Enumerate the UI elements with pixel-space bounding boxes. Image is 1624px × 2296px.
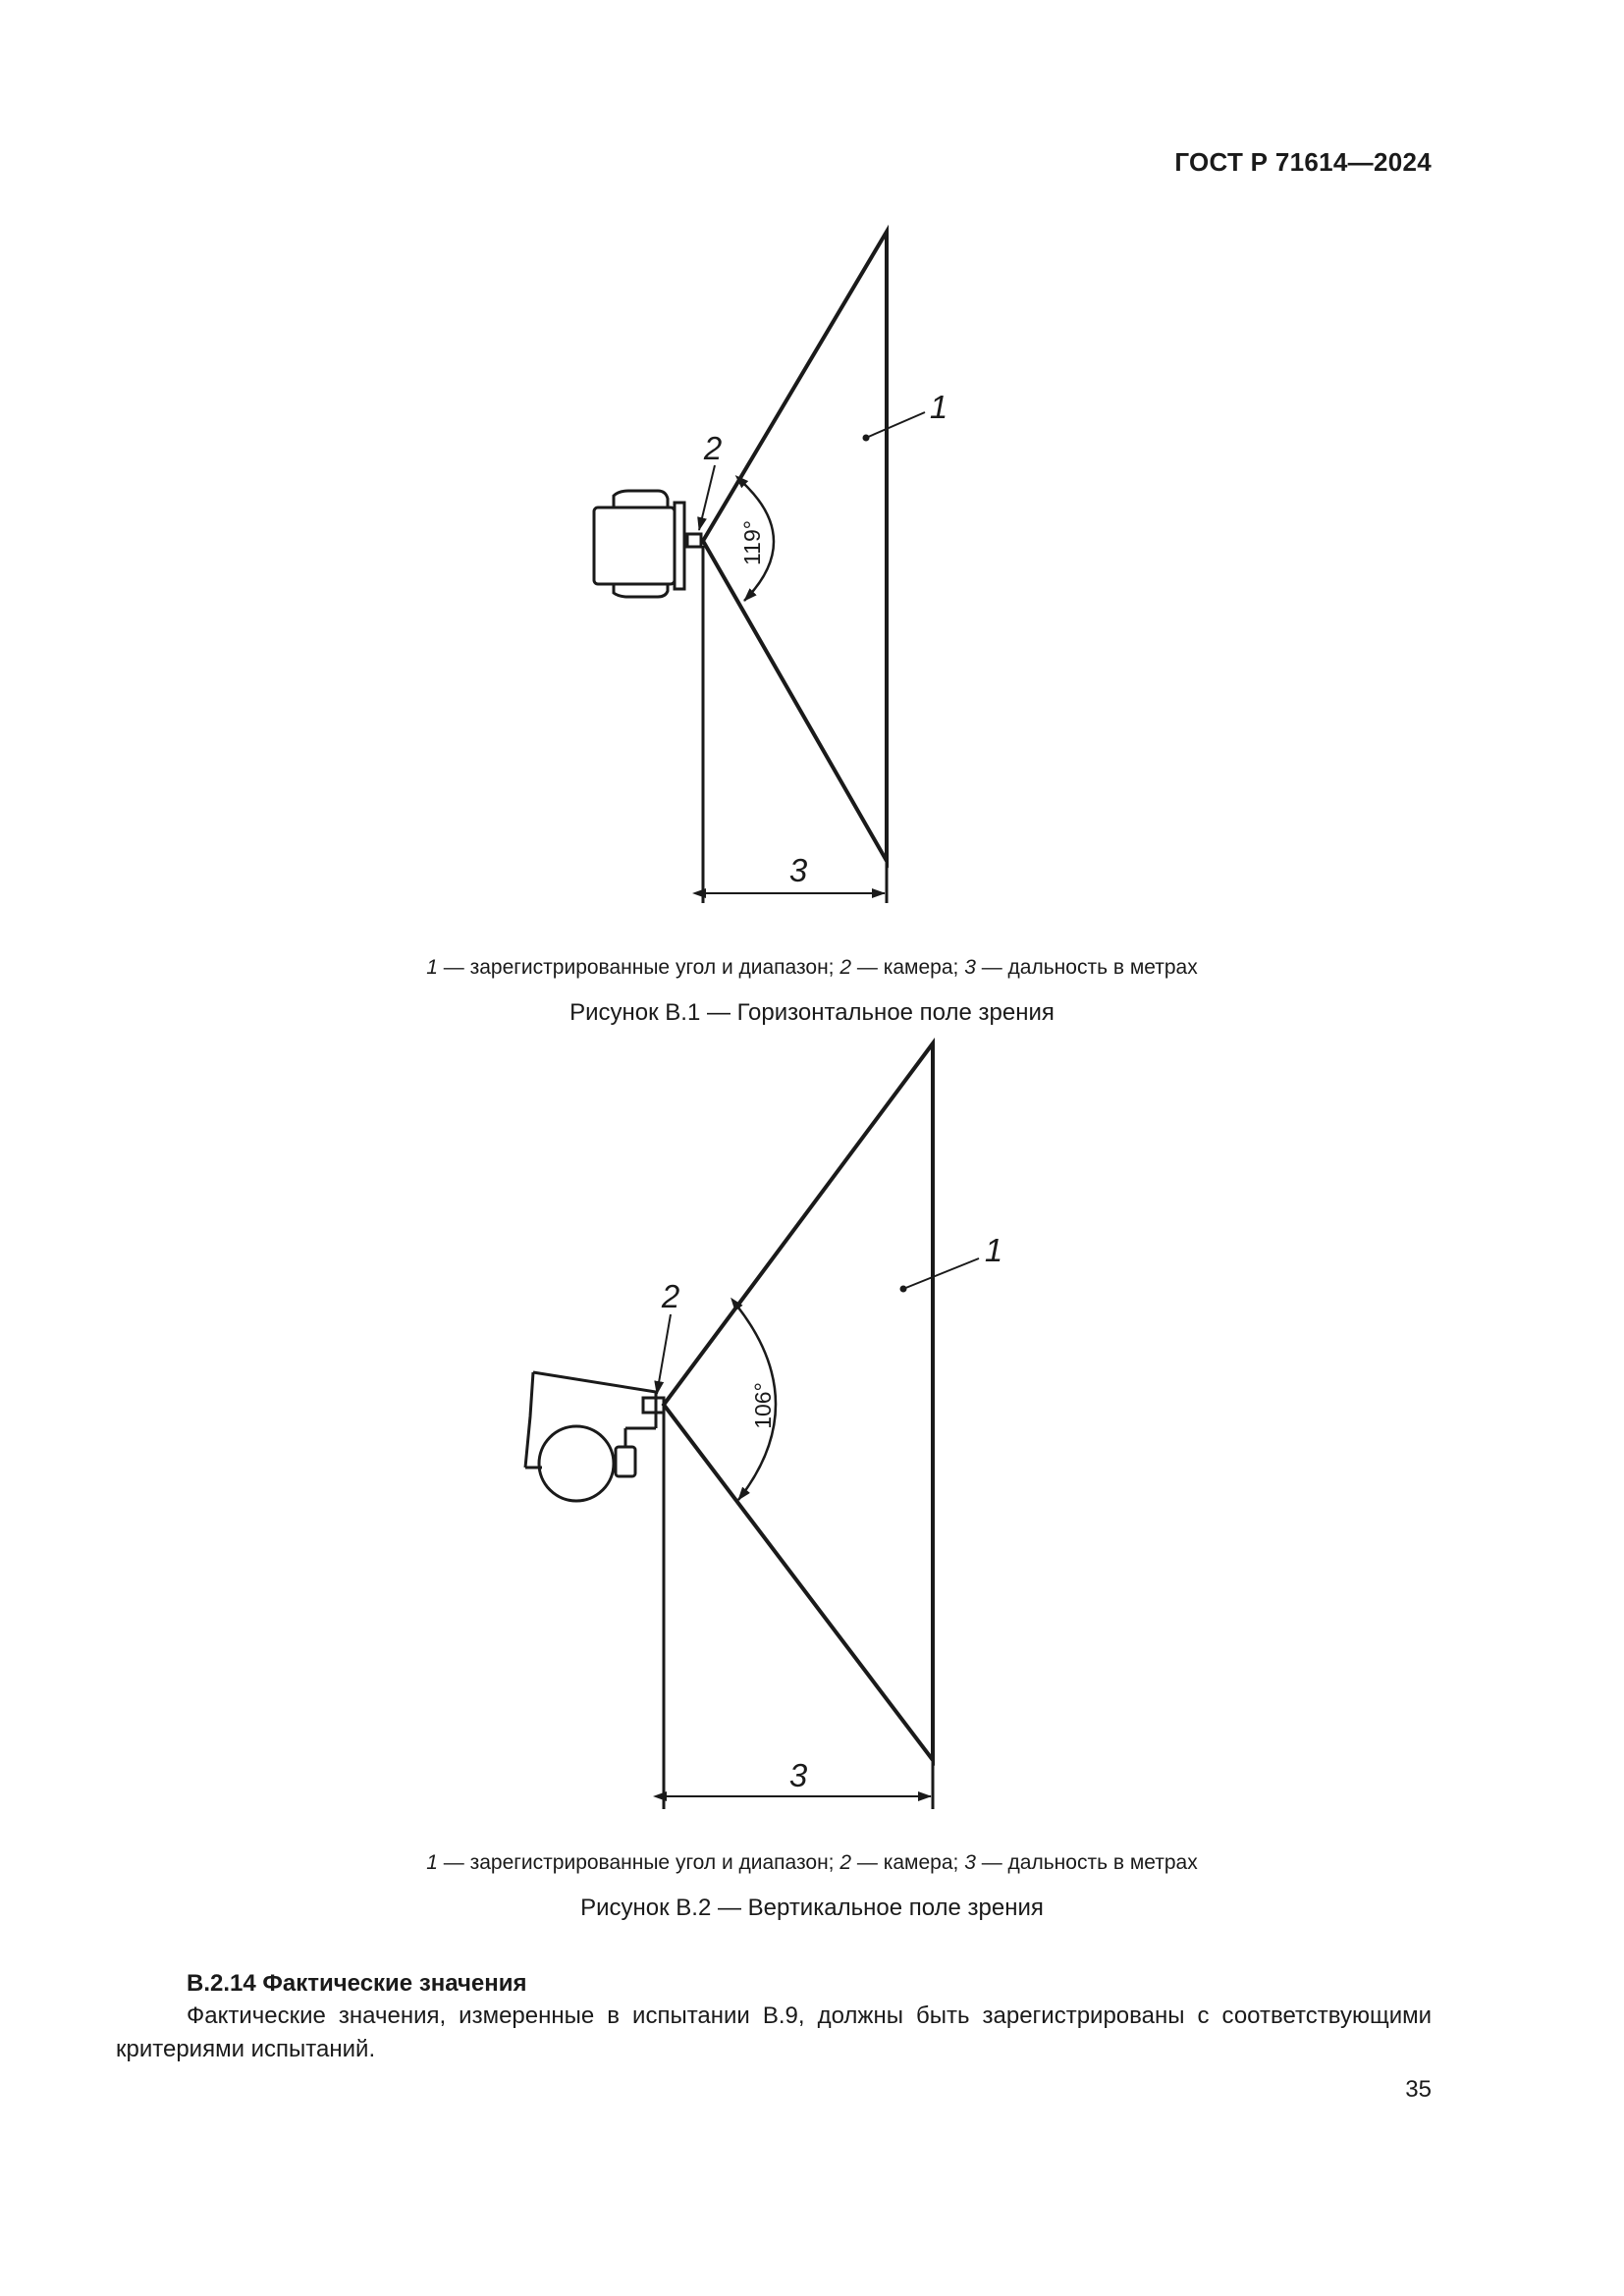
robot-side-view: [525, 1372, 656, 1501]
document-id: ГОСТ Р 71614—2024: [1174, 147, 1432, 177]
legend-text-1: — зарегистрированные угол и диапазон;: [437, 956, 840, 979]
legend-key-1: 1: [426, 1851, 438, 1874]
region-label: 1: [984, 1232, 1003, 1268]
figure2-legend: [0, 1851, 1624, 1875]
legend-text-3: — дальность в метрах: [975, 956, 1198, 979]
legend-key-3: 3: [964, 1851, 976, 1874]
figure-horizontal-fov: [0, 0, 1624, 942]
robot-top-view: [594, 491, 684, 597]
angle-value: 106°: [750, 1382, 776, 1429]
angle-value: 119°: [739, 520, 765, 565]
figure-vertical-fov: [0, 1021, 1624, 1904]
camera-label: 2: [661, 1278, 680, 1314]
distance-label: 3: [788, 1757, 808, 1793]
legend-key-3: 3: [964, 956, 976, 979]
region-leader: [903, 1258, 979, 1289]
section-heading: В.2.14 Фактические значения: [187, 1970, 527, 1997]
legend-text-1: — зарегистрированные угол и диапазон;: [437, 1851, 840, 1874]
figure2-caption: Рисунок В.2 — Вертикальное поле зрения: [580, 1895, 1044, 1921]
region-label: 1: [929, 389, 948, 425]
camera-icon: [643, 1398, 664, 1413]
legend-text-3: — дальность в метрах: [975, 1851, 1198, 1874]
figure1-caption: Рисунок В.1 — Горизонтальное поле зрения: [569, 999, 1055, 1026]
figure1-legend: [0, 956, 1624, 980]
legend-key-1: 1: [426, 956, 438, 979]
camera-leader: [699, 465, 715, 530]
distance-label: 3: [788, 852, 808, 888]
legend-key-2: 2: [839, 956, 852, 979]
camera-icon: [687, 534, 701, 547]
camera-label: 2: [703, 430, 723, 466]
legend-text-2: — камера;: [851, 1851, 965, 1874]
region-leader: [866, 412, 925, 438]
fov-triangle: [703, 232, 887, 861]
legend-key-2: 2: [839, 1851, 852, 1874]
camera-leader: [657, 1314, 671, 1394]
section-paragraph: Фактические значения, измеренные в испытании В.9, должны быть зарегистрированы с соответствующими критериями испытаний.: [116, 2002, 1432, 2062]
fov-triangle: [664, 1043, 933, 1760]
legend-text-2: — камера;: [851, 956, 965, 979]
page-number: 35: [1405, 2076, 1432, 2103]
